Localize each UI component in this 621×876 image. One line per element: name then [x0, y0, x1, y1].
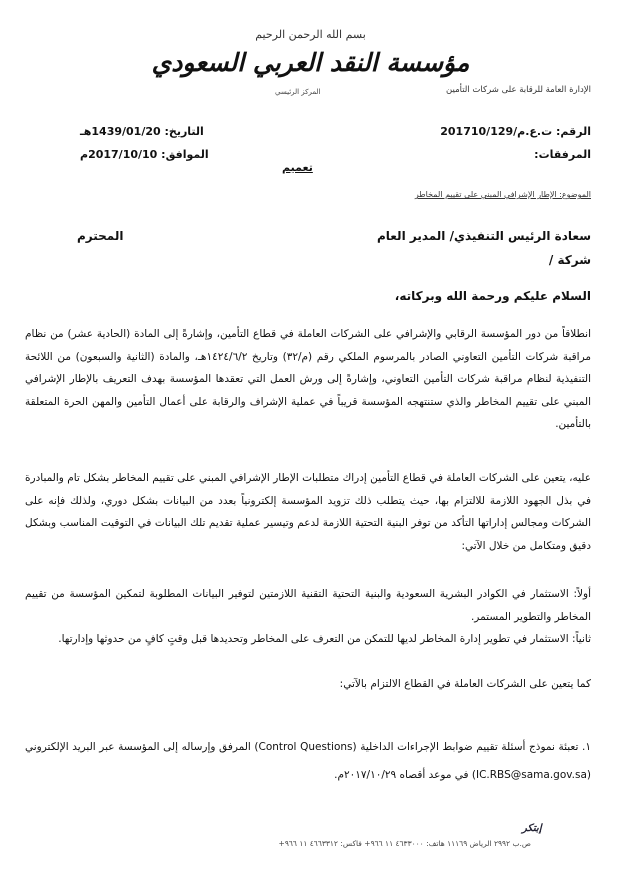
attachments: المرفقات: [534, 148, 591, 161]
recipient-company: شركة / [548, 253, 591, 267]
obligations-intro: كما يتعين على الشركات العاملة في القطاع الالتزام بالآتي: [339, 678, 591, 690]
footer-contact: ص.ب ٢٩٩٢ الرياض ١١١٦٩ هاتف: ٤٦٣٣٠٠٠ ١١ ٩٦٦+ فاكس: ٤٦٦٣٣١٢ ١١ ٩٦٦+ [278, 839, 531, 848]
date-hijri: التاريخ: 1439/01/20هـ [80, 125, 204, 138]
requirement-second: ثانياً: الاستثمار في تطوير إدارة المخاطر لديها للتمكن من التعرف على المخاطر وتحديدها قبل وقتٍ كافٍ من حدوثها وإدارتها. [58, 633, 591, 645]
numbered-obligation-1: ١. تعبئة نموذج أسئلة تقييم ضوابط الإجراءات الداخلية (Control Questions) المرفق وإرساله إلى المؤسسة عبر البريد الإلكتروني (IC.RBS@sama.gov.sa) في موعد أقصاه ٢٠١٧/١٠/٢٩م. [25, 741, 591, 781]
requirement-first: أولاً: الاستثمار في الكوادر البشرية السعودية والبنية التحتية التقنية اللازمتين لتوفير البيانات المطلوبة لتمكين المؤسسة من تقييم المخاطر والتطوير المستمر. [25, 588, 591, 623]
recipient-honorific: المحترم [77, 229, 124, 243]
basmala: بسم الله الرحمن الرحيم [255, 28, 366, 41]
org-logo-text: مؤسسة النقد العربي السعودي [151, 48, 470, 77]
recipient-title: سعادة الرئيس التنفيذي/ المدير العام [376, 229, 591, 243]
reference-number: الرقم: ت.ع.م/201710/129 [440, 125, 591, 138]
department-name: الإدارة العامة للرقابة على شركات التأمين [446, 85, 591, 95]
body-paragraph-1: انطلاقاً من دور المؤسسة الرقابي والإشرافي على الشركات العاملة في قطاع التأمين، وإشارةً إلى المادة (الحادية عشر) من نظام مراقبة شركات التأمين التعاوني الصادر بالمرسوم الملكي رقم (م/٣٢) وتاريخ ١٤٢٤/٦/٢هـ، والمادة (الثانية والسبعون) من اللائحة التنفيذية لنظام مراقبة شركات التأمين التعاوني، وإشارةً إلى ورش العمل التي تعقدها المؤسسة بهدف التعريف بالإطار الإشرافي المبني على تقييم المخاطر والذي ستنتهجه المؤسسة قريباً في عملية الإشراف والرقابة على أعمال التأمين والمهن الحرة المتعلقة بالتأمين. [25, 328, 591, 430]
body-paragraph-2: عليه، يتعين على الشركات العاملة في قطاع التأمين إدراك متطلبات الإطار الإشرافي المبني على تقييم المخاطر بشكل تام والمبادرة في بذل الجهود اللازمة للالتزام بها، حيث يتطلب ذلك تزويد المؤسسة إلكترونياً بعدد من البيانات بشكل دوري، ولذلك فإنه على الشركات ومجالس إداراتها التأكد من توفر البنية التحتية اللازمة لدعم وتيسير عملية تقديم تلك البيانات في التوقيت المناسب وبشكل دقيق ومتكامل من خلال الآتي: [25, 472, 591, 552]
signature-initials: إبتكر [522, 823, 542, 834]
circular-title: تعميم [282, 161, 313, 174]
greeting: السلام عليكم ورحمة الله وبركاته، [394, 289, 591, 303]
date-gregorian: الموافق: 2017/10/10م [80, 148, 209, 161]
governor-office: المركز الرئيسي [275, 88, 321, 96]
subject-line: الموضوع: الإطار الإشرافي المبني على تقييم المخاطر [414, 190, 591, 199]
